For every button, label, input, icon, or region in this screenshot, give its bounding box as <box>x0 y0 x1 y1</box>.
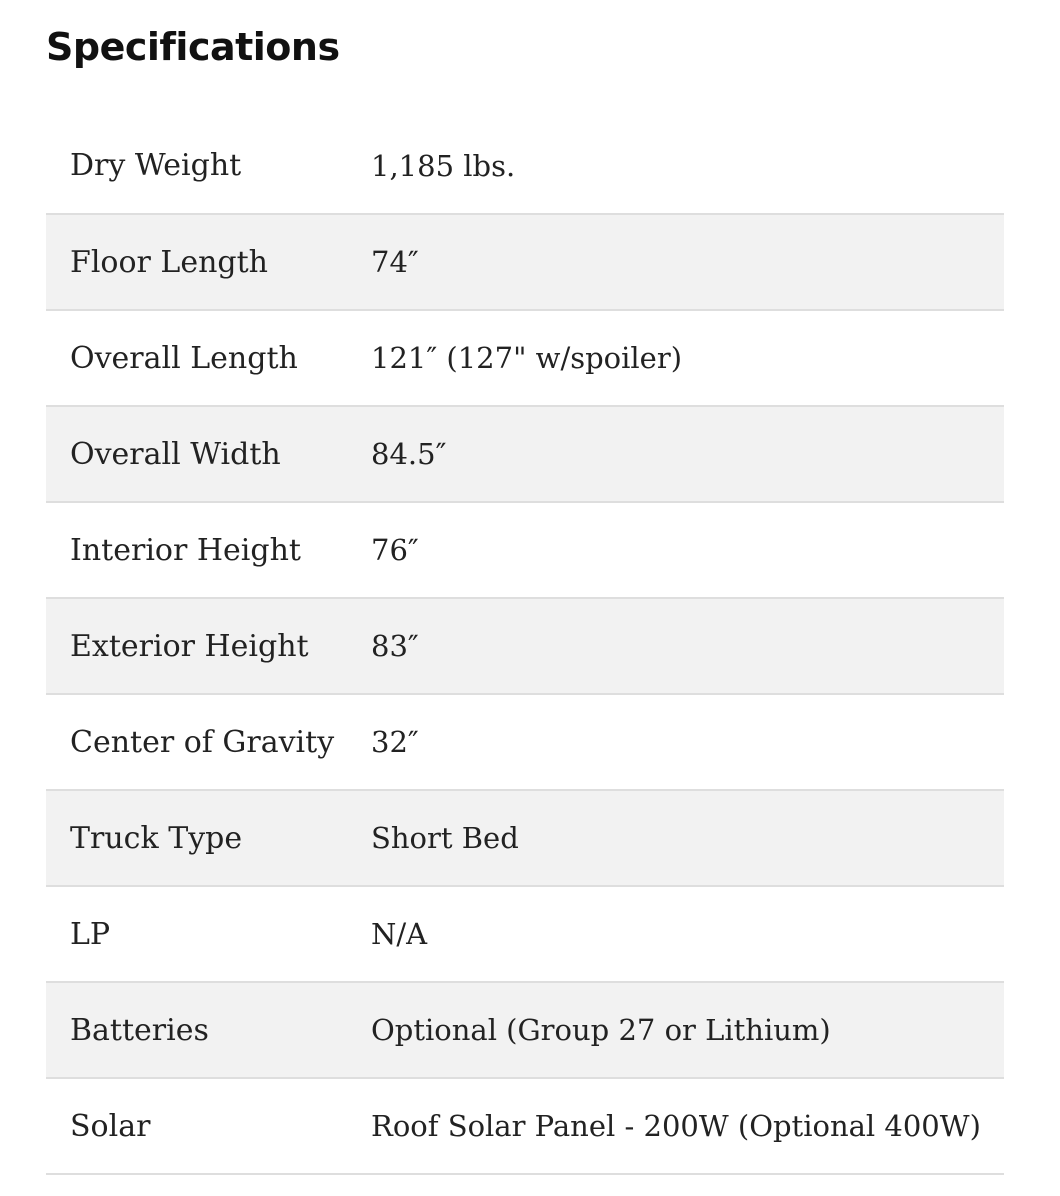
spec-value-solar: Roof Solar Panel - 200W (Optional 400W) <box>347 1078 1004 1174</box>
spec-value-overall-width: 84.5″ <box>347 406 1004 502</box>
spec-value-overall-length: 121″ (127" w/spoiler) <box>347 310 1004 406</box>
table-row <box>46 406 1004 502</box>
spec-label-batteries: Batteries <box>46 982 347 1078</box>
spec-label-overall-length: Overall Length <box>46 310 347 406</box>
table-row <box>46 694 1004 790</box>
table-row <box>46 886 1004 982</box>
spec-value-batteries: Optional (Group 27 or Lithium) <box>347 982 1004 1078</box>
spec-label-floor-length: Floor Length <box>46 214 347 310</box>
spec-value-interior-height: 76″ <box>347 502 1004 598</box>
spec-value-truck-type: Short Bed <box>347 790 1004 886</box>
spec-label-dry-weight: Dry Weight <box>46 118 347 214</box>
spec-label-lp: LP <box>46 886 347 982</box>
spec-label-interior-height: Interior Height <box>46 502 347 598</box>
table-row <box>46 790 1004 886</box>
table-row <box>46 118 1004 214</box>
table-row <box>46 214 1004 310</box>
spec-value-lp: N/A <box>347 886 1004 982</box>
table-row <box>46 310 1004 406</box>
table-row <box>46 982 1004 1078</box>
table-row <box>46 1078 1004 1174</box>
spec-value-exterior-height: 83″ <box>347 598 1004 694</box>
specifications-table <box>46 118 1004 1175</box>
page-title: Specifications <box>46 25 340 69</box>
spec-label-center-of-gravity: Center of Gravity <box>46 694 347 790</box>
spec-label-solar: Solar <box>46 1078 347 1174</box>
table-row <box>46 598 1004 694</box>
spec-value-floor-length: 74″ <box>347 214 1004 310</box>
spec-label-truck-type: Truck Type <box>46 790 347 886</box>
spec-label-overall-width: Overall Width <box>46 406 347 502</box>
spec-value-dry-weight: 1,185 lbs. <box>347 118 1004 214</box>
spec-value-center-of-gravity: 32″ <box>347 694 1004 790</box>
table-row <box>46 502 1004 598</box>
spec-label-exterior-height: Exterior Height <box>46 598 347 694</box>
